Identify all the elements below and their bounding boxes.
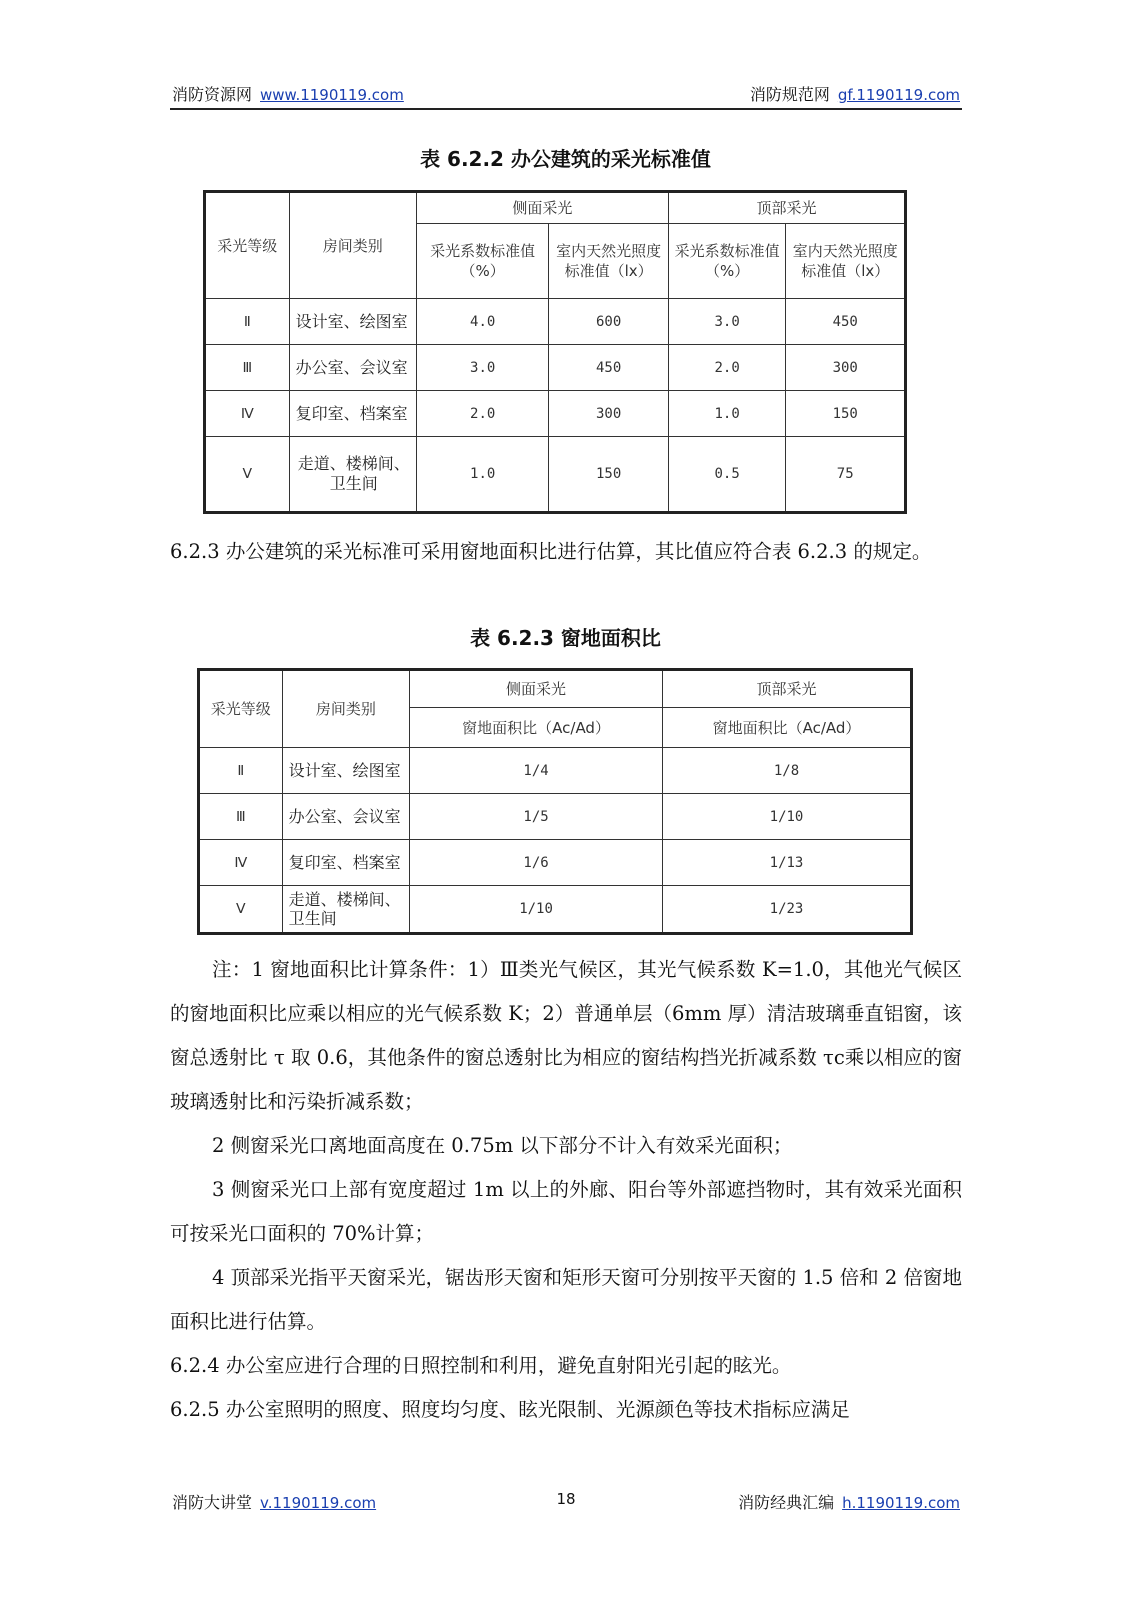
room-cell: 走道、楼梯间、卫生间 (289, 437, 416, 513)
room-cell: 复印室、档案室 (282, 840, 409, 886)
top-coef-cell: 2.0 (668, 345, 786, 391)
table-row (199, 794, 912, 840)
table2-header-top-ratio: 窗地面积比（Ac/Ad） (663, 708, 912, 748)
grade-cell: Ⅱ (199, 748, 283, 794)
note-3: 3 侧窗采光口上部有宽度超过 1m 以上的外廊、阳台等外部遮挡物时，其有效采光面积可按采光口面积的 70%计算； (170, 1178, 962, 1245)
room-cell: 走道、楼梯间、卫生间 (282, 886, 409, 934)
grade-cell: Ⅴ (199, 886, 283, 934)
table1-header-top: 顶部采光 (668, 192, 905, 224)
top-ratio-cell: 1/23 (663, 886, 912, 934)
top-ratio-cell: 1/13 (663, 840, 912, 886)
table1-header-top-coef: 采光系数标准值（%） (668, 224, 786, 299)
para-6-2-5: 6.2.5 办公室照明的照度、照度均匀度、眩光限制、光源颜色等技术指标应满足 (170, 1398, 850, 1421)
top-ratio-cell: 1/10 (663, 794, 912, 840)
table-row (205, 437, 906, 513)
table-row (205, 345, 906, 391)
grade-cell: Ⅳ (199, 840, 283, 886)
room-cell: 办公室、会议室 (282, 794, 409, 840)
top-coef-cell: 3.0 (668, 299, 786, 345)
top-ratio-cell: 1/8 (663, 748, 912, 794)
table1-header-side-coef: 采光系数标准值（%） (416, 224, 548, 299)
side-illum-cell: 300 (549, 391, 669, 437)
para-6-2-4: 6.2.4 办公室应进行合理的日照控制和利用，避免直射阳光引起的眩光。 (170, 1354, 792, 1377)
side-ratio-cell: 1/4 (410, 748, 663, 794)
table2-caption: 表 6.2.3 窗地面积比 (470, 626, 661, 650)
page-footer (170, 1490, 962, 1514)
table-row (199, 748, 912, 794)
table-row (199, 840, 912, 886)
para-6-2-3 (170, 530, 962, 574)
footer-left-link[interactable]: v.1190119.com (260, 1494, 377, 1512)
side-coef-cell: 2.0 (416, 391, 548, 437)
side-coef-cell: 3.0 (416, 345, 548, 391)
side-illum-cell: 150 (549, 437, 669, 513)
table1 (203, 190, 907, 514)
page-header (170, 82, 962, 110)
table1-header-grade: 采光等级 (205, 192, 290, 299)
top-coef-cell: 0.5 (668, 437, 786, 513)
side-coef-cell: 1.0 (416, 437, 548, 513)
note-4: 4 顶部采光指平天窗采光，锯齿形天窗和矩形天窗可分别按平天窗的 1.5 倍和 2 倍窗地面积比进行估算。 (170, 1266, 962, 1333)
table2-header-side: 侧面采光 (410, 670, 663, 708)
note-2: 2 侧窗采光口离地面高度在 0.75m 以下部分不计入有效采光面积； (212, 1134, 793, 1157)
footer-left-site: 消防大讲堂 (172, 1493, 253, 1512)
table-row (205, 391, 906, 437)
side-illum-cell: 450 (549, 345, 669, 391)
table1-caption: 表 6.2.2 办公建筑的采光标准值 (420, 147, 711, 171)
top-coef-cell: 1.0 (668, 391, 786, 437)
header-left-link[interactable]: www.1190119.com (260, 86, 404, 104)
footer-right-site: 消防经典汇编 (738, 1493, 835, 1512)
room-cell: 复印室、档案室 (289, 391, 416, 437)
header-right-site: 消防规范网 (749, 85, 830, 104)
table1-header-room: 房间类别 (289, 192, 416, 299)
header-left (172, 82, 404, 105)
side-coef-cell: 4.0 (416, 299, 548, 345)
grade-cell: Ⅴ (205, 437, 290, 513)
header-right (750, 82, 960, 105)
table2-header-side-ratio: 窗地面积比（Ac/Ad） (410, 708, 663, 748)
table2-header-grade: 采光等级 (199, 670, 283, 748)
grade-cell: Ⅲ (199, 794, 283, 840)
table1-header-side: 侧面采光 (416, 192, 668, 224)
top-illum-cell: 150 (786, 391, 906, 437)
grade-cell: Ⅱ (205, 299, 290, 345)
page-number: 18 (556, 1490, 576, 1508)
header-right-link[interactable]: gf.1190119.com (837, 86, 960, 104)
note-1: 注：1 窗地面积比计算条件：1）Ⅲ类光气候区，其光气候系数 K=1.0，其他光气候区的窗地面积比应乘以相应的光气候系数 K；2）普通单层（6mm 厚）清洁玻璃垂直铝窗，该窗总透射比 τ 取 0.6，其他条件的窗总透射比为相应的窗结构挡光折减系数 τc乘以相应的窗玻璃透射比和污染折减系数； (170, 958, 962, 1113)
para-6-2-3-text: 6.2.3 办公建筑的采光标准可采用窗地面积比进行估算，其比值应符合表 6.2.3 的规定。 (170, 540, 932, 563)
room-cell: 设计室、绘图室 (289, 299, 416, 345)
room-cell: 办公室、会议室 (289, 345, 416, 391)
footer-right (738, 1490, 960, 1513)
table1-header-top-illum: 室内天然光照度标准值（lx） (786, 224, 906, 299)
table1-header-side-illum: 室内天然光照度标准值（lx） (549, 224, 669, 299)
table2-header-room: 房间类别 (282, 670, 409, 748)
side-ratio-cell: 1/10 (410, 886, 663, 934)
top-illum-cell: 300 (786, 345, 906, 391)
footer-right-link[interactable]: h.1190119.com (842, 1494, 960, 1512)
notes-block (170, 948, 962, 1432)
table-row (205, 299, 906, 345)
header-left-site: 消防资源网 (172, 85, 253, 104)
side-ratio-cell: 1/5 (410, 794, 663, 840)
top-illum-cell: 450 (786, 299, 906, 345)
room-cell: 设计室、绘图室 (282, 748, 409, 794)
side-illum-cell: 600 (549, 299, 669, 345)
grade-cell: Ⅳ (205, 391, 290, 437)
top-illum-cell: 75 (786, 437, 906, 513)
table2 (197, 668, 913, 935)
grade-cell: Ⅲ (205, 345, 290, 391)
table2-header-top: 顶部采光 (663, 670, 912, 708)
table-row (199, 886, 912, 934)
side-ratio-cell: 1/6 (410, 840, 663, 886)
